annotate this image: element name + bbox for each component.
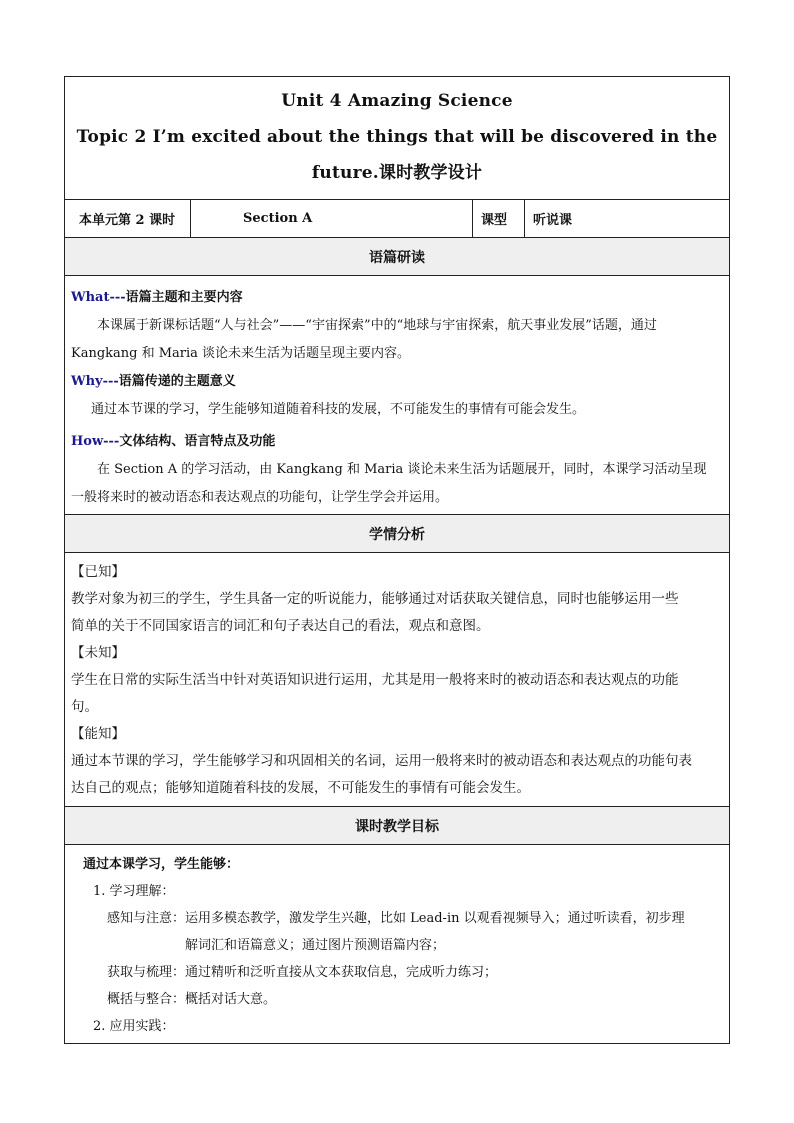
summary-key: 概括与整合： <box>107 992 186 1007</box>
objective-item-2: 2. 应用实践： <box>93 1019 175 1034</box>
objective-acquire <box>73 959 721 986</box>
known-line-2: 简单的关于不同国家语言的词汇和句子表达自己的看法，观点和意图。 <box>71 618 490 634</box>
perceive-value-1: 运用多模态教学，激发学生兴趣，比如 Lead-in 以观看视频导入；通过听读看，初步理 <box>185 911 685 926</box>
known-label: 【已知】 <box>71 564 125 580</box>
type-value-cell: 听说课 <box>533 213 573 228</box>
perceive-value-2: 解词汇和语篇意义；通过图片预测语篇内容； <box>185 938 446 953</box>
able-line-2: 达自己的观点；能够知道随着科技的发展，不可能发生的事情有可能会发生。 <box>71 780 530 796</box>
lesson-plan-table <box>64 76 730 1044</box>
what-line-2: Kangkang 和 Maria 谈论未来生活为话题呈现主要内容。 <box>71 346 411 361</box>
what-line-1: 本课属于新课标话题“人与社会”——“宇宙探索”中的“地球与宇宙探索，航天事业发展”话题，通过 <box>97 318 657 333</box>
section-heading-text-study: 语篇研读 <box>65 238 729 276</box>
how-label: How--- <box>71 434 120 449</box>
section-cell: Section A <box>191 200 473 237</box>
able-line-1: 通过本节课的学习，学生能够学习和巩固相关的名词，运用一般将来时的被动语态和表达观点的功能句表 <box>71 753 692 769</box>
what-title: 语篇主题和主要内容 <box>125 290 243 305</box>
perceive-key: 感知与注意： <box>107 911 186 926</box>
type-label-cell: 课型 <box>473 200 525 237</box>
unknown-line-1: 学生在日常的实际生活当中针对英语知识进行运用，尤其是用一般将来时的被动语态和表达观点的功能 <box>71 672 679 688</box>
unknown-label: 【未知】 <box>71 645 125 661</box>
unit-period-cell: 本单元第 2 课时 <box>65 200 191 237</box>
topic-title-cont: future.课时教学设计 <box>311 163 483 183</box>
summary-value: 概括对话大意。 <box>185 992 277 1007</box>
topic-title: Topic 2 I’m excited about the things that will be discovered in the <box>76 127 718 147</box>
title-block <box>65 77 729 200</box>
acquire-value: 通过精听和泛听直接从文本获取信息，完成听力练习； <box>185 965 498 980</box>
objective-item-1: 1. 学习理解： <box>93 884 175 899</box>
objective-summary <box>73 986 721 1013</box>
unit-title: Unit 4 Amazing Science <box>281 91 513 111</box>
why-line: 通过本节课的学习，学生能够知道随着科技的发展，不可能发生的事情有可能会发生。 <box>91 402 586 417</box>
able-label: 【能知】 <box>71 726 125 742</box>
why-title: 语篇传递的主题意义 <box>118 374 236 389</box>
learner-analysis-body <box>65 553 729 807</box>
section-heading-learner-analysis: 学情分析 <box>65 515 729 553</box>
objectives-body <box>65 845 729 1044</box>
unknown-line-2: 句。 <box>71 699 98 715</box>
perceive-value <box>185 905 721 959</box>
section-heading-objectives: 课时教学目标 <box>65 807 729 845</box>
how-line-1: 在 Section A 的学习活动，由 Kangkang 和 Maria 谈论未来生活为话题展开，同时，本课学习活动呈现 <box>97 462 707 477</box>
how-title: 文体结构、语言特点及功能 <box>119 434 276 449</box>
how-line-2: 一般将来时的被动语态和表达观点的功能句，让学生学会并运用。 <box>71 490 449 505</box>
known-line-1: 教学对象为初三的学生，学生具备一定的听说能力，能够通过对话获取关键信息，同时也能够运用一些 <box>71 591 679 607</box>
what-label: What--- <box>71 290 126 305</box>
objectives-intro: 通过本课学习，学生能够： <box>83 857 240 872</box>
objective-perceive <box>73 905 721 959</box>
meta-row <box>65 200 729 238</box>
text-study-body <box>65 276 729 515</box>
acquire-key: 获取与梳理： <box>107 965 186 980</box>
why-label: Why--- <box>71 374 119 389</box>
